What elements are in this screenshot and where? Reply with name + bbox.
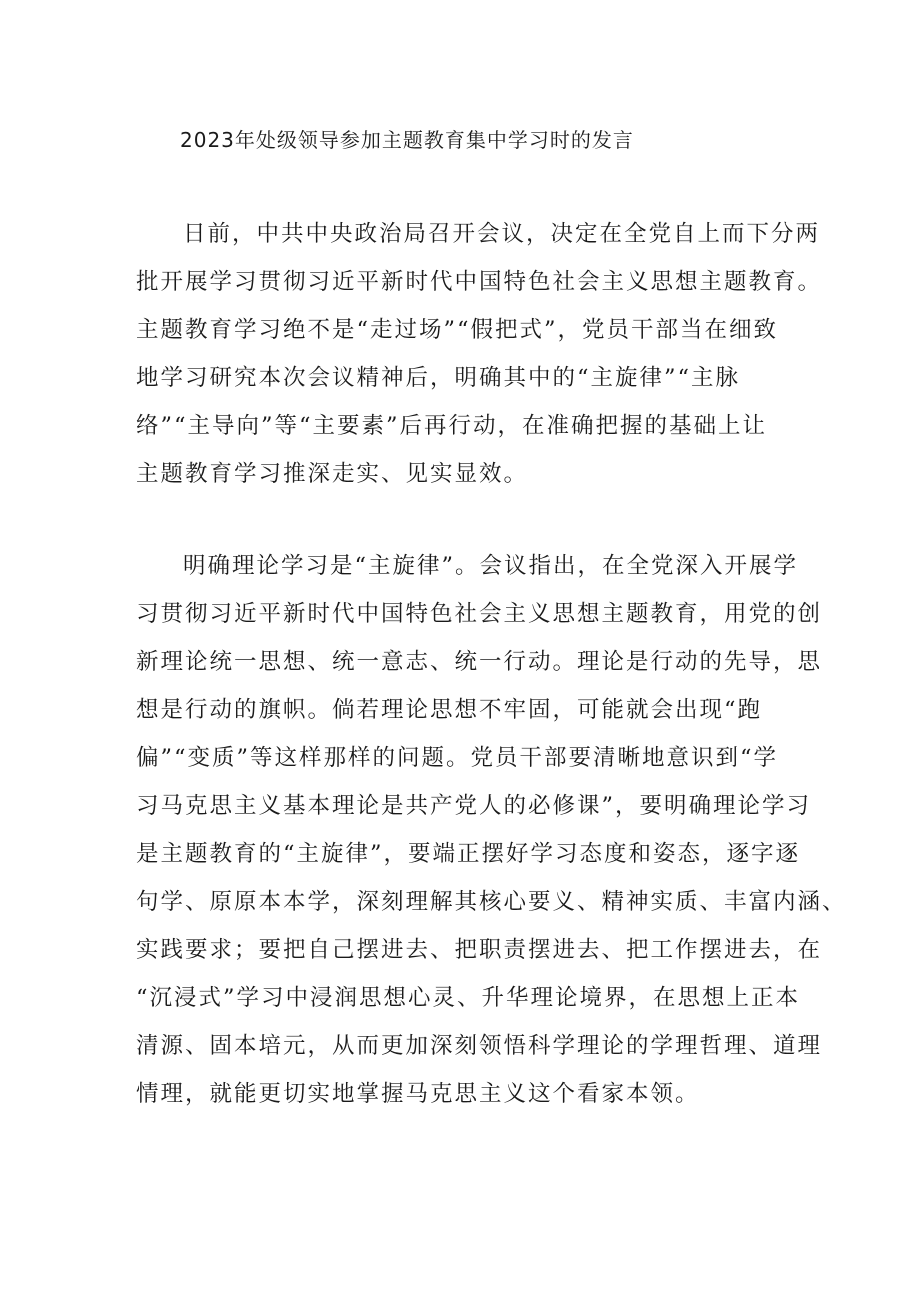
text-line: 实践要求；要把自己摆进去、把职责摆进去、把工作摆进去，在 <box>136 937 823 963</box>
text-line: 新理论统一思想、统一意志、统一行动。理论是行动的先导，思 <box>136 649 823 675</box>
text-line: 习贯彻习近平新时代中国特色社会主义思想主题教育，用党的创 <box>136 601 823 627</box>
text-line: 偏”“变质”等这样那样的问题。党员干部要清晰地意识到“学 <box>136 745 779 771</box>
text-line: 主题教育学习推深走实、见实显效。 <box>136 461 529 487</box>
text-line: 情理，就能更切实地掌握马克思主义这个看家本领。 <box>136 1081 700 1107</box>
text-line: 批开展学习贯彻习近平新时代中国特色社会主义思想主题教育。 <box>136 269 823 295</box>
paragraph-2 <box>136 542 847 1118</box>
text-line: 句学、原原本本学，深刻理解其核心要义、精神实质、丰富内涵、 <box>136 889 847 915</box>
text-line: 是主题教育的“主旋律”，要端正摆好学习态度和姿态，逐字逐 <box>136 841 801 867</box>
text-line: “沉浸式”学习中浸润思想心灵、升华理论境界，在思想上正本 <box>136 985 801 1011</box>
text-line: 明确理论学习是“主旋律”。会议指出，在全党深入开展学 <box>183 553 799 579</box>
text-line: 主题教育学习绝不是“走过场”“假把式”，党员干部当在细致 <box>136 317 779 343</box>
text-line: 日前，中共中央政治局召开会议，决定在全党自上而下分两 <box>183 221 821 247</box>
text-line: 地学习研究本次会议精神后，明确其中的“主旋律”“主脉 <box>136 365 741 391</box>
text-line: 清源、固本培元，从而更加深刻领悟科学理论的学理哲理、道理 <box>136 1033 823 1059</box>
text-line: 络”“主导向”等“主要素”后再行动，在准确把握的基础上让 <box>136 413 768 439</box>
text-line: 想是行动的旗帜。倘若理论思想不牢固，可能就会出现“跑 <box>136 697 763 723</box>
text-line: 习马克思主义基本理论是共产党人的必修课”，要明确理论学习 <box>136 793 812 819</box>
document-title: 2023年处级领导参加主题教育集中学习时的发言 <box>180 128 634 152</box>
paragraph-1 <box>136 210 823 498</box>
